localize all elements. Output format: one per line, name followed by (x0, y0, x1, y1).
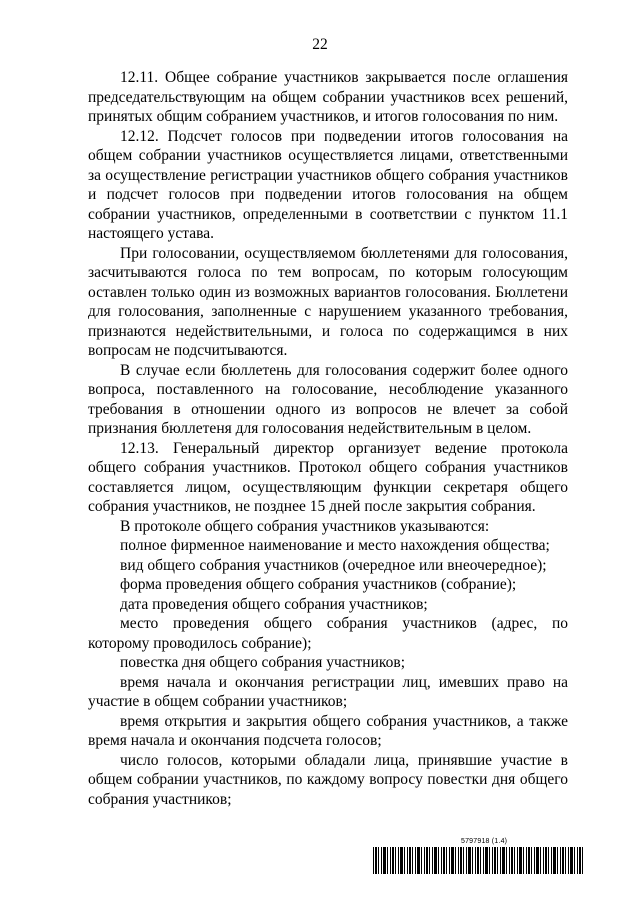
list-item: место проведения общего собрания участников (адрес, по которому проводилось собрание); (88, 615, 568, 652)
paragraph: 12.12. Подсчет голосов при подведении итогов голосования на общем собрании участников осуществляется лицами, ответственными за осуществление регистрации участников общего собрания участников и подсчет голосов при подведении итогов голосования на общем собрании участников, определенными в соответствии с пунктом 11.1 настоящего устава. (88, 127, 568, 242)
list-item: число голосов, которыми обладали лица, принявшие участие в общем собрании участников, по каждому вопросу повестки дня общего собрания участников; (88, 751, 568, 808)
list-item: вид общего собрания участников (очередное или внеочередное); (120, 556, 547, 574)
list-item: время начала и окончания регистрации лиц, имевших право на участие в общем собрании участников; (88, 673, 568, 710)
list-item: форма проведения общего собрания участников (собрание); (120, 576, 517, 593)
barcode-block (365, 838, 585, 878)
barcode-icon (373, 847, 585, 874)
paragraph: В случае если бюллетень для голосования содержит более одного вопроса, поставленного на голосование, несоблюдение указанного требования в отношении одного из вопросов не влечет за собой признания бюллетеня для голосования недействительным в целом. (88, 361, 568, 437)
list-item: полное фирменное наименование и место нахождения общества; (120, 537, 550, 554)
document-body (88, 68, 568, 809)
paragraph: При голосовании, осуществляемом бюллетенями для голосования, засчитываются голоса по тем вопросам, по которым голосующим оставлен только один из возможных вариантов голосования. Бюллетени для голосования, заполненные с нарушением указанного требования, признаются недействительными, и голоса по содержащимся в них вопросам не подсчитываются. (88, 244, 568, 359)
list-item: повестка дня общего собрания участников; (120, 654, 406, 671)
list-item: время открытия и закрытия общего собрания участников, а также время начала и окончания подсчета голосов; (88, 712, 568, 749)
barcode-id: 5797918 (1.4) (461, 838, 508, 845)
paragraph: 12.11. Общее собрание участников закрывается после оглашения председательствующим на общем собрании участников всех решений, принятых общим собранием участников, и итогов голосования по ним. (88, 69, 568, 125)
list-item: дата проведения общего собрания участников; (120, 595, 428, 613)
paragraph: В протоколе общего собрания участников указываются: (120, 517, 490, 535)
page-number: 22 (312, 36, 328, 53)
paragraph: 12.13. Генеральный директор организует ведение протокола общего собрания участников. Протокол общего собрания участников составляется лицом, осуществляющим функции секретаря общего собрания участников, не позднее 15 дней после закрытия собрания. (88, 439, 568, 515)
